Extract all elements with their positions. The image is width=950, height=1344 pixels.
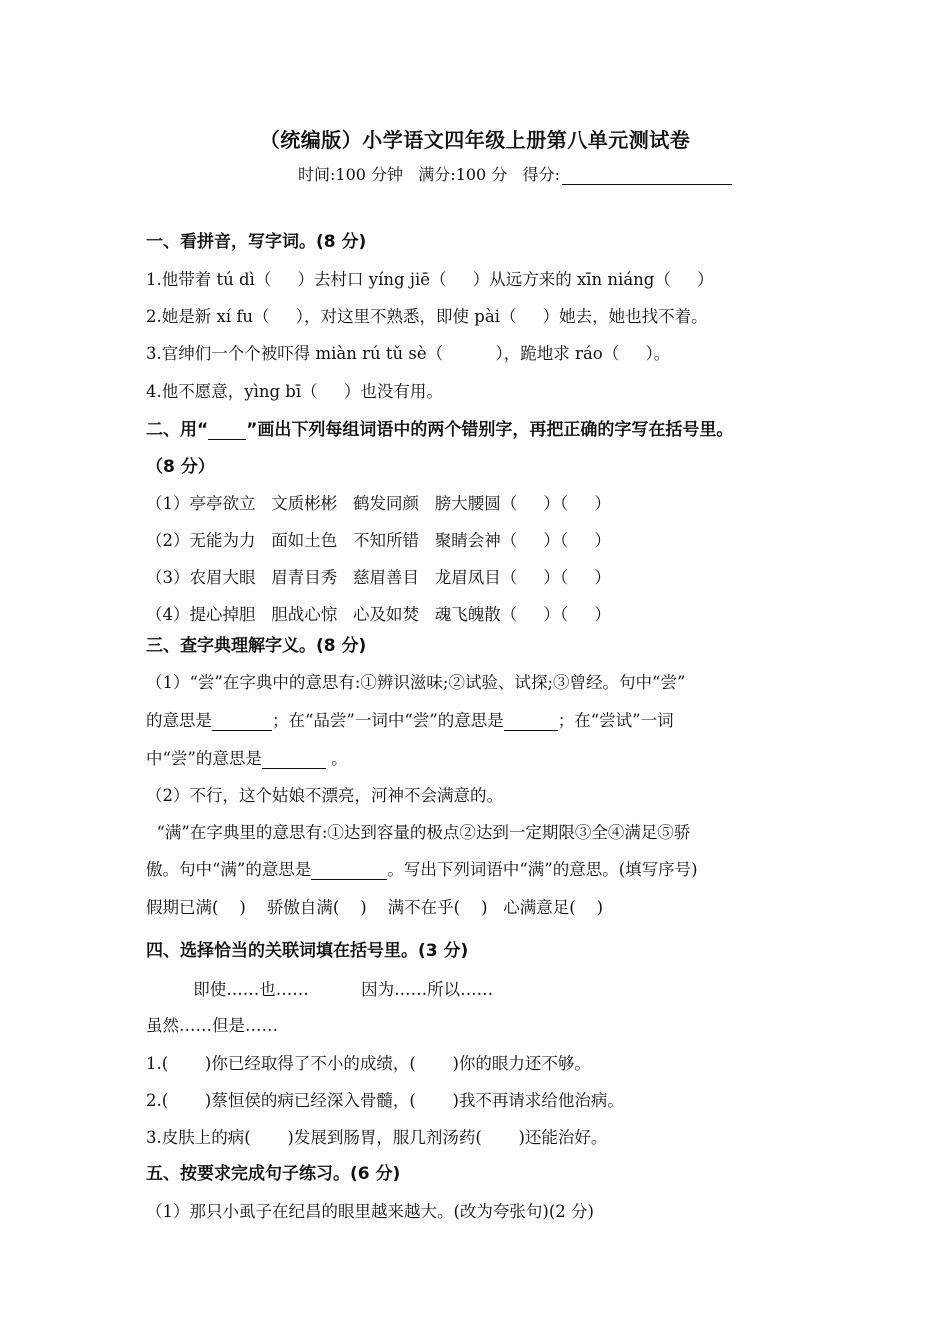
s2-row-3: （3）农眉大眼 眉青目秀 慈眉善目 龙眉凤目（ ）（ ）	[146, 568, 611, 587]
section-2-points: （8 分）	[146, 457, 215, 477]
s4-options: 即使……也…… 因为……所以……	[146, 980, 494, 999]
section-5-heading: 五、按要求完成句子练习。(6 分)	[146, 1164, 401, 1184]
full-score: 满分:100 分	[418, 165, 508, 184]
s4-question-2: 2.( )蔡恒侯的病已经深入骨髓，( )我不再请求给他治病。	[146, 1091, 624, 1110]
s3-line-2: 的意思是 ；在“品尝”一词中“尝”的意思是 ；在“尝试”一词	[146, 711, 674, 730]
section-1-heading: 一、看拼音，写字词。(8 分)	[146, 232, 367, 252]
answer-blank-1[interactable]	[212, 714, 272, 731]
section-4-heading: 四、选择恰当的关联词填在括号里。(3 分)	[146, 941, 469, 961]
score-blank[interactable]	[562, 167, 732, 185]
s1-question-4: 4.他不愿意，yìng bī（ ）也没有用。	[146, 382, 443, 401]
s3-line-6: 傲。句中“满”的意思是 。写出下列词语中“满”的意思。(填写序号)	[146, 860, 698, 879]
s1-question-2: 2.她是新 xí fu（ ），对这里不熟悉，即使 pài（ ）她去，她也找不着。	[146, 307, 708, 326]
answer-blank-2[interactable]	[504, 714, 558, 731]
page-title: （统编版）小学语文四年级上册第八单元测试卷	[259, 128, 691, 152]
section-3-heading: 三、查字典理解字义。(8 分)	[146, 636, 367, 656]
s4-option-3: 虽然……但是……	[146, 1016, 278, 1035]
s1-question-1: 1.他带着 tú dì（ ）去村口 yíng jiē（ ）从远方来的 xīn niáng（ ）	[146, 270, 714, 289]
s3-line-1: （1）“尝”在字典中的意思有:①辨识滋味;②试验、试探;③曾经。句中“尝”	[146, 673, 686, 692]
s2-row-2: （2）无能为力 面如土色 不知所错 聚睛会神（ ）（ ）	[146, 531, 611, 550]
section-2-heading: 二、用“ ”画出下列每组词语中的两个错别字，再把正确的字写在括号里。	[146, 420, 734, 440]
s3-line-3: 中“尝”的意思是 。	[146, 749, 348, 768]
exam-meta	[298, 162, 732, 185]
s3-line-7: 假期已满( ) 骄傲自满( ) 满不在乎( ) 心满意足( )	[146, 898, 604, 917]
answer-blank-4[interactable]	[311, 863, 387, 880]
s4-question-3: 3.皮肤上的病( )发展到肠胃，服几剂汤药( )还能治好。	[146, 1128, 608, 1147]
s2-row-4: （4）提心掉胆 胆战心惊 心及如焚 魂飞魄散（ ）（ ）	[146, 605, 611, 624]
s3-line-4: （2）不行，这个姑娘不漂亮，河神不会满意的。	[146, 786, 503, 805]
underline-sample	[208, 423, 246, 440]
time-limit: 时间:100 分钟	[298, 165, 404, 184]
s1-question-3: 3.官绅们一个个被吓得 miàn rú tǔ sè（ ），跪地求 ráo（ ）。	[146, 344, 671, 363]
score-label: 得分:	[522, 165, 560, 184]
s2-row-1: （1）亭亭欲立 文质彬彬 鹤发同颜 膀大腰圆（ ）（ ）	[146, 494, 611, 513]
s3-line-5: “满”在字典里的意思有:①达到容量的极点②达到一定期限③全④满足⑤骄	[146, 823, 691, 842]
s5-question-1: （1）那只小虱子在纪昌的眼里越来越大。(改为夸张句)(2 分)	[146, 1202, 594, 1221]
answer-blank-3[interactable]	[262, 752, 326, 769]
s4-question-1: 1.( )你已经取得了不小的成绩，( )你的眼力还不够。	[146, 1054, 591, 1073]
